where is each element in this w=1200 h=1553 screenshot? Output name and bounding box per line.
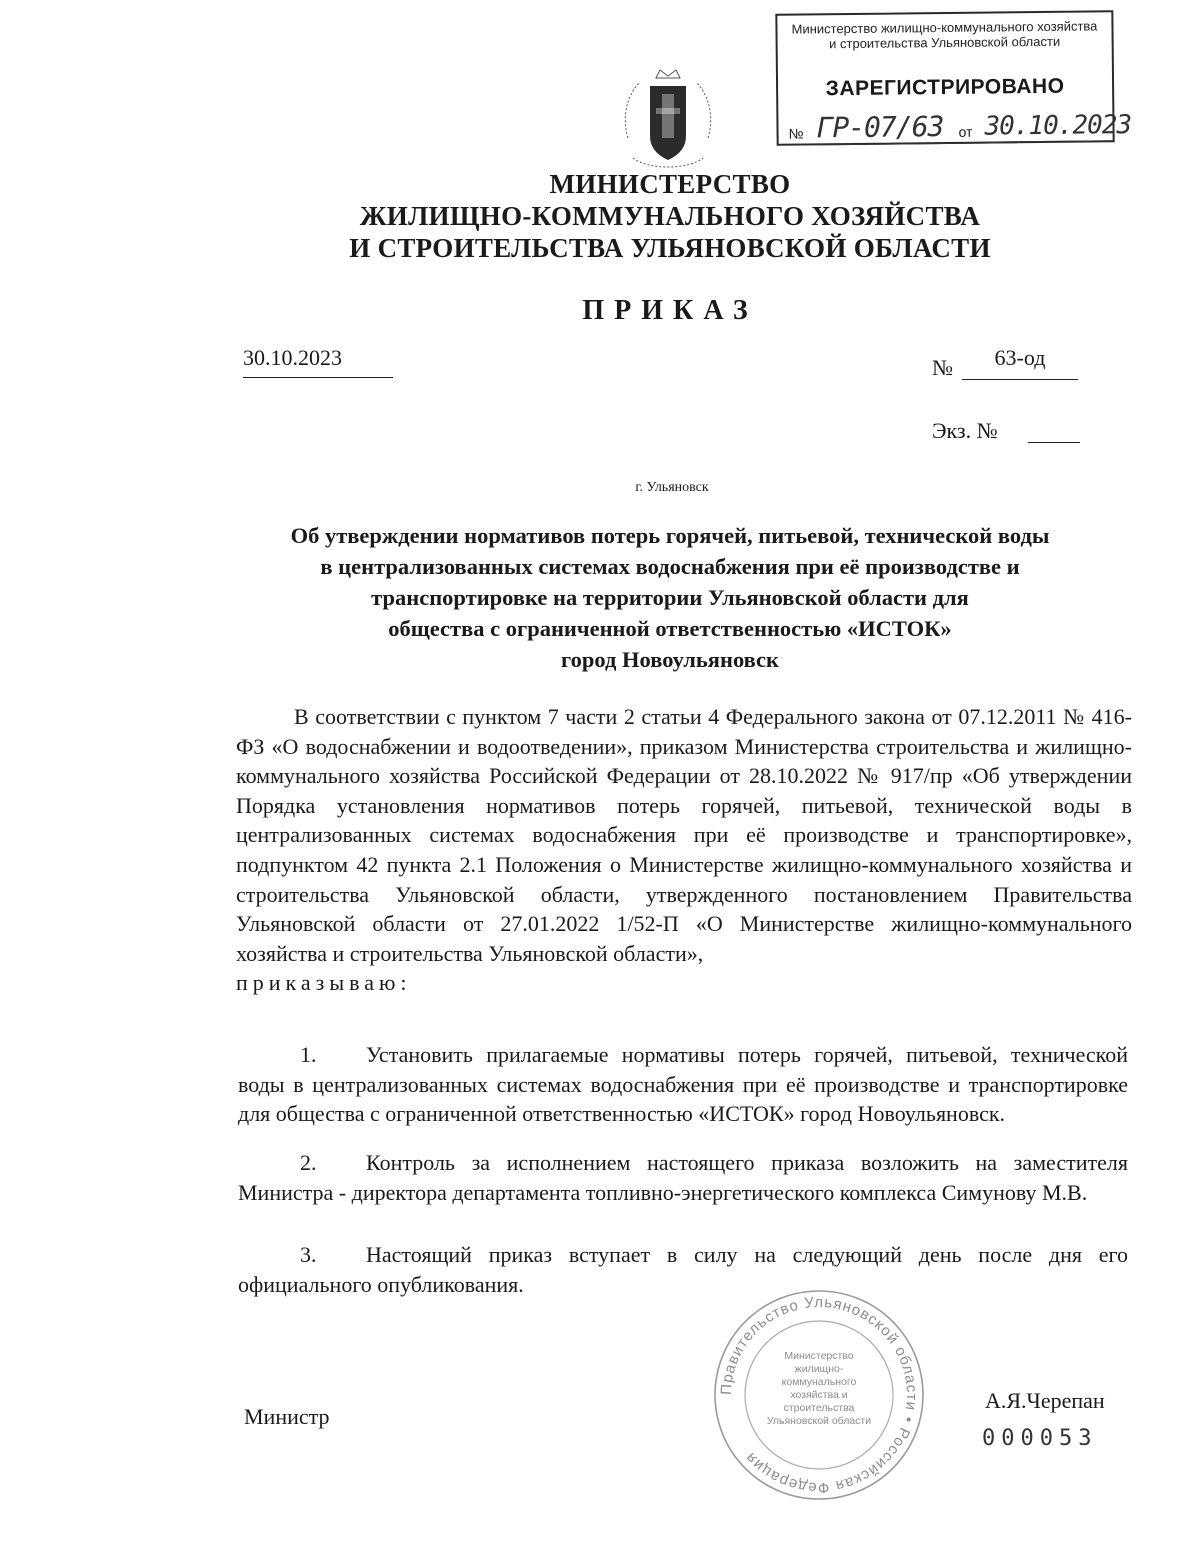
registration-number-label: № xyxy=(788,125,804,142)
city: г. Ульяновск xyxy=(635,480,709,495)
preamble-text: В соответствии с пунктом 7 части 2 статьи 4 Федерального закона от 07.12.2011 № 416-ФЗ «О водоснабжении и водоотведении», приказом Министерства строительства и жилищно-коммунального хозяйства Российской Федерации от 28.10.2022 № 917/пр «Об утверждении Порядка установления нормативов потерь горячей, питьевой, технической воды в централизованных системах водоснабжения при её производстве и транспортировке», подпунктом 42 пункта 2.1 Положения о Министерстве жилищно-коммунального хозяйства и строительства Ульяновской области, утвержденного постановлением Правительства Ульяновской области от 27.01.2022 1/52-П «О Министерстве жилищно-коммунального хозяйства и строительства Ульяновской области», xyxy=(236,704,1132,966)
order-item xyxy=(238,1148,1128,1207)
copy-number-label: Экз. № xyxy=(932,418,998,443)
signer-role: Министр xyxy=(244,1404,330,1429)
order-item xyxy=(238,1240,1128,1299)
document-type: ПРИКАЗ xyxy=(582,295,758,326)
registration-stamp-ministry: Министерство жилищно-коммунального хозяйства и строительства Ульяновской области xyxy=(791,18,1098,52)
signer-name: А.Я.Черепан xyxy=(985,1388,1105,1413)
registration-date: 30.10.2023 xyxy=(984,110,1132,142)
order-item xyxy=(238,1040,1128,1129)
coat-of-arms-icon xyxy=(618,68,718,178)
preamble-paragraph xyxy=(236,702,1132,998)
order-item-text: Установить прилагаемые нормативы потерь горячей, питьевой, технической воды в централизованных системах водоснабжения при её производстве и транспортировке для общества с ограниченной ответственностью «ИСТОК» город Новоульяновск. xyxy=(238,1042,1128,1127)
ministry-title-line: МИНИСТЕРСТВО xyxy=(549,169,791,199)
order-item-number: 2. xyxy=(300,1150,317,1175)
order-item-text: Настоящий приказ вступает в силу на следующий день после дня его официального опубликования. xyxy=(238,1242,1128,1297)
order-item-number: 1. xyxy=(300,1042,317,1067)
ministry-title-line: ЖИЛИЩНО-КОММУНАЛЬНОГО ХОЗЯЙСТВА xyxy=(359,201,981,231)
order-date: 30.10.2023 xyxy=(243,345,393,378)
seal-inner-text: Министерство жилищно-коммунального хозяйства и строительства Ульяновской области xyxy=(766,1350,872,1427)
order-number: 63-од xyxy=(962,345,1078,380)
subject-line: город Новоульяновск xyxy=(560,647,780,672)
directive-word: приказываю: xyxy=(236,970,412,996)
registration-stamp-line xyxy=(788,110,1132,145)
registration-number: ГР-07/63 xyxy=(816,109,1016,145)
subject-line: общества с ограниченной ответственностью «ИСТОК» xyxy=(388,616,952,641)
order-number-label: № xyxy=(932,355,953,380)
document-serial-number: 000053 xyxy=(982,1426,1098,1451)
ministry-title-line: И СТРОИТЕЛЬСТВА УЛЬЯНОВСКОЙ ОБЛАСТИ xyxy=(349,233,991,263)
registration-date-label: от xyxy=(958,123,973,140)
order-subject xyxy=(200,520,1140,675)
ministry-title xyxy=(300,168,1040,264)
registration-stamp xyxy=(775,10,1132,146)
registration-stamp-status: ЗАРЕГИСТРИРОВАНО xyxy=(825,74,1065,101)
seal-outer-text: Правительство Ульяновской области • Российская Федерация xyxy=(717,1293,921,1497)
order-item-number: 3. xyxy=(300,1242,317,1267)
order-item-text: Контроль за исполнением настоящего приказа возложить на заместителя Министра - директора департамента топливно-энергетического комплекса Симунову М.В. xyxy=(238,1150,1128,1205)
subject-line: Об утверждении нормативов потерь горячей, питьевой, технической воды xyxy=(290,523,1050,548)
copy-number-blank xyxy=(1028,442,1080,443)
subject-line: транспортировке на территории Ульяновской области для xyxy=(371,585,969,610)
subject-line: в централизованных системах водоснабжения при её производстве и xyxy=(320,554,1020,579)
official-seal-icon xyxy=(712,1288,926,1502)
